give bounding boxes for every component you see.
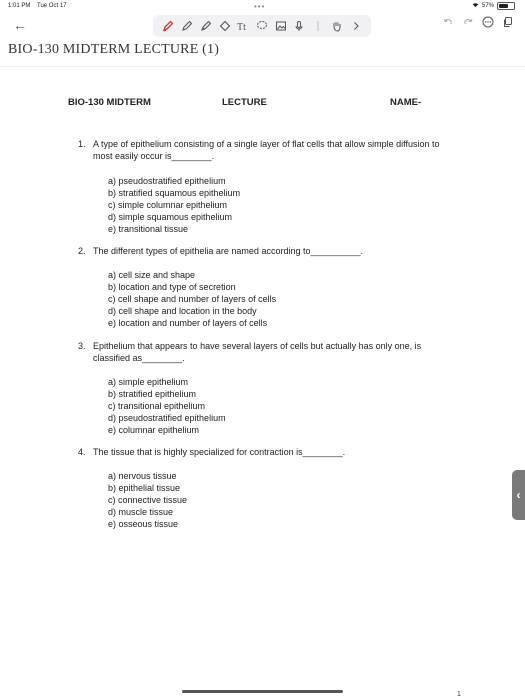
side-panel-handle[interactable] [512, 470, 525, 520]
option: b) location and type of secretion [108, 282, 236, 292]
option: c) cell shape and number of layers of cells [108, 294, 277, 304]
status-date: Tue Oct 17 [37, 3, 67, 9]
option: c) transitional epithelium [108, 401, 206, 411]
annotation-toolbar [153, 15, 371, 37]
home-indicator[interactable] [182, 690, 343, 693]
answer-options [108, 470, 187, 530]
back-icon[interactable]: ← [13, 17, 27, 33]
status-time: 1:01 PM [8, 3, 31, 9]
question-text: The different types of epithelia are named according to__________. [93, 246, 364, 256]
copy-icon[interactable] [501, 15, 515, 29]
option: a) cell size and shape [108, 270, 196, 280]
option: b) epithelial tissue [108, 483, 181, 493]
highlighter-icon[interactable] [198, 18, 214, 34]
option: d) cell shape and location in the body [108, 306, 257, 316]
question [78, 139, 458, 162]
text-icon[interactable] [235, 18, 251, 34]
lasso-icon[interactable] [254, 18, 270, 34]
header-lecture: LECTURE [222, 97, 267, 108]
option: e) transitional tissue [108, 224, 189, 234]
question-text: A type of epithelium consisting of a single layer of flat cells that allow simple diffusion to most easily occur is________. [93, 139, 440, 161]
chevron-left-icon: ‹ [516, 488, 521, 502]
more-icon[interactable] [481, 15, 495, 29]
page-number: 1 [457, 691, 461, 698]
header-course: BIO-130 MIDTERM [68, 97, 151, 108]
image-icon[interactable] [273, 18, 289, 34]
svg-text:Tt: Tt [237, 22, 247, 32]
option: b) stratified epithelium [108, 389, 197, 399]
battery-icon [497, 2, 515, 10]
question-number: 3. [78, 341, 86, 351]
option: d) simple squamous epithelium [108, 212, 233, 222]
option: d) muscle tissue [108, 507, 174, 517]
option: e) columnar epithelium [108, 425, 200, 435]
option: c) connective tissue [108, 495, 188, 505]
eraser-icon[interactable] [217, 18, 233, 34]
option: b) stratified squamous epithelium [108, 188, 241, 198]
marker-icon[interactable] [179, 18, 195, 34]
pen-icon[interactable] [160, 18, 176, 34]
mic-icon[interactable] [291, 18, 307, 34]
header-name: NAME- [390, 97, 422, 108]
divider [310, 18, 326, 34]
option: a) pseudostratified epithelium [108, 176, 226, 186]
option: a) nervous tissue [108, 471, 177, 481]
option: e) location and number of layers of cells [108, 318, 268, 328]
question-number: 1. [78, 139, 86, 149]
chevron-right-icon[interactable] [348, 18, 364, 34]
battery-percent: 57% [481, 3, 494, 9]
redo-icon[interactable] [461, 15, 475, 29]
question-number: 4. [78, 447, 86, 457]
wifi-icon [472, 2, 479, 10]
answer-options [108, 376, 226, 436]
multitask-dots-icon[interactable]: ••• [254, 2, 266, 11]
hand-icon[interactable] [329, 18, 345, 34]
question-text: Epithelium that appears to have several layers of cells but actually has only one, is classified as________. [93, 341, 422, 363]
document-controls [441, 15, 515, 29]
status-right [472, 2, 515, 10]
undo-icon[interactable] [441, 15, 455, 29]
option: c) simple columnar epithelium [108, 200, 228, 210]
divider [0, 66, 525, 67]
question [78, 246, 458, 258]
question [78, 447, 458, 459]
option: d) pseudostratified epithelium [108, 413, 226, 423]
document-title: BIO-130 MIDTERM LECTURE (1) [8, 42, 220, 57]
answer-options [108, 269, 276, 329]
option: e) osseous tissue [108, 519, 179, 529]
question [78, 341, 458, 364]
answer-options [108, 175, 240, 235]
option: a) simple epithelium [108, 377, 189, 387]
question-text: The tissue that is highly specialized for contraction is________. [93, 447, 346, 457]
question-number: 2. [78, 246, 86, 256]
